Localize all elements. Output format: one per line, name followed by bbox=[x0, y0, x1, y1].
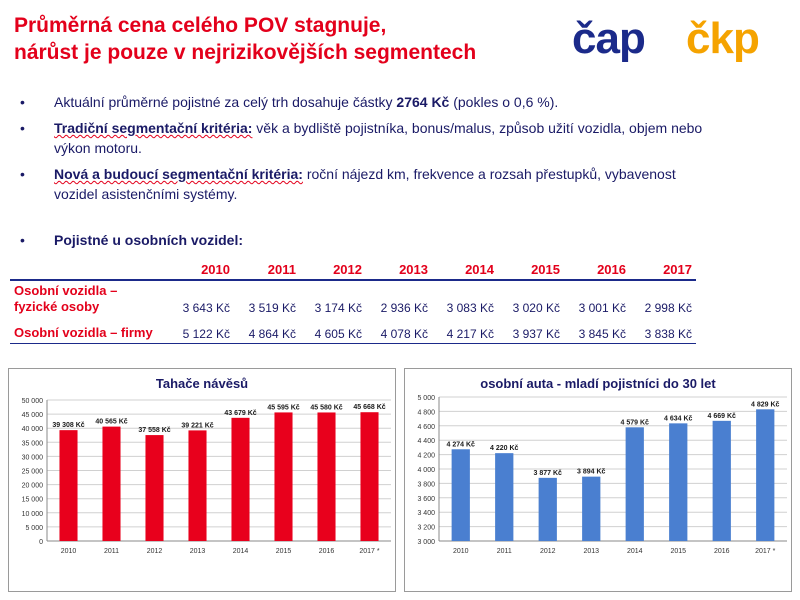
table-cell: 2 998 Kč bbox=[644, 301, 692, 315]
bullet-bold: Tradiční segmentační kritéria: bbox=[54, 120, 253, 136]
table-cell: 3 519 Kč bbox=[248, 301, 296, 315]
chart-tahace-svg bbox=[9, 369, 395, 591]
year-header: 2016 bbox=[564, 260, 630, 280]
x-tick-label: 2017 * bbox=[359, 548, 380, 555]
y-tick-label: 3 800 bbox=[417, 481, 435, 489]
x-tick-label: 2015 bbox=[670, 548, 687, 555]
data-label: 45 580 Kč bbox=[310, 404, 343, 412]
y-tick-label: 3 000 bbox=[417, 539, 435, 546]
table-header-row bbox=[10, 260, 696, 280]
row-label bbox=[10, 280, 168, 317]
bullet-text: Aktuální průměrné pojistné za celý trh dosahuje částky bbox=[54, 94, 397, 110]
bar bbox=[756, 409, 774, 541]
bullet-text: (pokles o 0,6 %). bbox=[449, 94, 559, 110]
x-tick-label: 2013 bbox=[189, 548, 206, 555]
bullet-item bbox=[20, 230, 710, 250]
bullet-item bbox=[20, 164, 710, 204]
bar bbox=[360, 412, 378, 541]
chart-tahace bbox=[8, 368, 396, 592]
table-cell: 5 122 Kč bbox=[168, 317, 234, 344]
y-tick-label: 4 200 bbox=[417, 452, 435, 460]
bullet-text: věk a bydliště pojistníka, bonus/malus, způsob užití vozidla, objem nebo výkon motoru. bbox=[54, 120, 703, 156]
bullet-item bbox=[20, 118, 710, 158]
bullet-bold: Pojistné u osobních vozidel: bbox=[54, 232, 244, 248]
x-tick-label: 2011 bbox=[103, 548, 120, 555]
table-cell: 4 864 Kč bbox=[234, 317, 300, 344]
bullet-icon: • bbox=[20, 94, 25, 110]
bullet-icon: • bbox=[20, 232, 25, 248]
bullet-item bbox=[20, 92, 710, 112]
y-tick-label: 3 600 bbox=[417, 495, 435, 503]
bar bbox=[317, 412, 335, 541]
bullet-text: roční nájezd km, frekvence a rozsah přestupků, vybavenost vozidel asistenčními systémy. bbox=[54, 166, 676, 202]
data-label: 4 579 Kč bbox=[620, 419, 649, 427]
y-tick-label: 10 000 bbox=[21, 510, 43, 518]
y-tick-label: 3 400 bbox=[417, 510, 435, 518]
bullet-bold: 2764 Kč bbox=[396, 94, 450, 110]
y-tick-label: 35 000 bbox=[21, 440, 43, 448]
bar bbox=[495, 453, 513, 541]
x-tick-label: 2014 bbox=[232, 548, 249, 555]
bar bbox=[452, 449, 470, 541]
y-tick-label: 45 000 bbox=[21, 412, 43, 420]
bar bbox=[713, 421, 731, 541]
y-tick-label: 4 400 bbox=[417, 438, 435, 446]
table-row bbox=[10, 280, 696, 317]
bullet-bold: Nová a budoucí segmentační kritéria: bbox=[54, 166, 303, 182]
x-tick-label: 2016 bbox=[318, 548, 335, 555]
bar bbox=[669, 423, 687, 541]
year-header: 2014 bbox=[432, 260, 498, 280]
chart-mladi-svg bbox=[405, 369, 791, 591]
table-row bbox=[10, 317, 696, 344]
table-cell: 3 937 Kč bbox=[498, 317, 564, 344]
chart-title: osobní auta - mladí pojistníci do 30 let bbox=[480, 376, 716, 391]
y-tick-label: 3 200 bbox=[417, 524, 435, 532]
data-label: 4 274 Kč bbox=[446, 441, 475, 449]
y-tick-label: 5 000 bbox=[25, 524, 43, 532]
bar bbox=[231, 418, 249, 541]
bar bbox=[274, 412, 292, 541]
row-label-line: Osobní vozidla – bbox=[14, 283, 118, 298]
chart-title: Tahače návěsů bbox=[155, 376, 249, 391]
y-tick-label: 4 000 bbox=[417, 467, 435, 474]
bar bbox=[102, 427, 120, 541]
y-tick-label: 50 000 bbox=[21, 398, 43, 405]
y-tick-label: 20 000 bbox=[21, 482, 43, 490]
bar bbox=[582, 477, 600, 541]
x-tick-label: 2012 bbox=[539, 548, 556, 555]
premium-table bbox=[10, 260, 696, 344]
year-header: 2013 bbox=[366, 260, 432, 280]
x-tick-label: 2015 bbox=[275, 548, 292, 555]
data-label: 45 595 Kč bbox=[267, 404, 300, 412]
year-header: 2017 bbox=[630, 260, 696, 280]
ckp-logo: čkp bbox=[686, 14, 759, 63]
x-tick-label: 2013 bbox=[583, 548, 600, 555]
data-label: 39 308 Kč bbox=[52, 422, 85, 430]
bullet-icon: • bbox=[20, 120, 25, 136]
chart-mladi bbox=[404, 368, 792, 592]
title-line-1: Průměrná cena celého POV stagnuje, bbox=[14, 14, 387, 37]
y-tick-label: 30 000 bbox=[21, 454, 43, 462]
table-cell: 3 020 Kč bbox=[512, 301, 560, 315]
year-header: 2011 bbox=[234, 260, 300, 280]
data-label: 43 679 Kč bbox=[224, 409, 257, 417]
table-cell: 2 936 Kč bbox=[380, 301, 428, 315]
bullet-icon: • bbox=[20, 166, 25, 182]
table-cell: 3 174 Kč bbox=[314, 301, 362, 315]
data-label: 45 668 Kč bbox=[353, 404, 386, 412]
year-header: 2012 bbox=[300, 260, 366, 280]
table-cell: 3 845 Kč bbox=[564, 317, 630, 344]
table-cell: 3 838 Kč bbox=[630, 317, 696, 344]
data-label: 3 894 Kč bbox=[577, 468, 606, 476]
y-tick-label: 25 000 bbox=[21, 468, 43, 476]
year-header: 2010 bbox=[168, 260, 234, 280]
table-cell: 3 001 Kč bbox=[578, 301, 626, 315]
bar bbox=[626, 427, 644, 541]
bar bbox=[188, 430, 206, 541]
cap-logo: čap bbox=[572, 14, 645, 63]
bar bbox=[539, 478, 557, 541]
data-label: 37 558 Kč bbox=[138, 427, 171, 435]
row-label: Osobní vozidla – firmy bbox=[10, 317, 168, 344]
bullet-list bbox=[20, 92, 710, 256]
data-label: 3 877 Kč bbox=[533, 469, 562, 477]
table-cell: 4 605 Kč bbox=[300, 317, 366, 344]
x-tick-label: 2010 bbox=[452, 548, 469, 555]
bar bbox=[59, 430, 77, 541]
table-cell: 4 217 Kč bbox=[432, 317, 498, 344]
x-tick-label: 2016 bbox=[713, 548, 730, 555]
x-tick-label: 2011 bbox=[496, 548, 512, 555]
table-cell: 3 083 Kč bbox=[446, 301, 494, 315]
y-tick-label: 15 000 bbox=[21, 496, 43, 504]
y-tick-label: 5 000 bbox=[417, 395, 435, 402]
data-label: 4 220 Kč bbox=[490, 445, 519, 453]
x-tick-label: 2017 * bbox=[755, 548, 776, 555]
data-label: 40 565 Kč bbox=[95, 418, 128, 426]
x-tick-label: 2010 bbox=[60, 548, 77, 555]
title-line-2: nárůst je pouze v nejrizikovějších segmentech bbox=[14, 41, 477, 64]
x-tick-label: 2012 bbox=[146, 548, 163, 555]
y-tick-label: 40 000 bbox=[21, 426, 43, 434]
table-corner bbox=[10, 260, 168, 280]
table-cell: 3 643 Kč bbox=[182, 301, 230, 315]
year-header: 2015 bbox=[498, 260, 564, 280]
y-tick-label: 4 800 bbox=[417, 409, 435, 417]
data-label: 4 829 Kč bbox=[751, 401, 780, 409]
table-cell: 4 078 Kč bbox=[366, 317, 432, 344]
data-label: 4 634 Kč bbox=[664, 415, 693, 423]
data-label: 39 221 Kč bbox=[181, 422, 214, 430]
data-label: 4 669 Kč bbox=[707, 412, 736, 420]
y-tick-label: 0 bbox=[39, 539, 43, 546]
bar bbox=[145, 435, 163, 541]
page-title bbox=[14, 12, 554, 66]
y-tick-label: 4 600 bbox=[417, 423, 435, 431]
row-label-line: fyzické osoby bbox=[14, 299, 100, 314]
x-tick-label: 2014 bbox=[626, 548, 643, 555]
